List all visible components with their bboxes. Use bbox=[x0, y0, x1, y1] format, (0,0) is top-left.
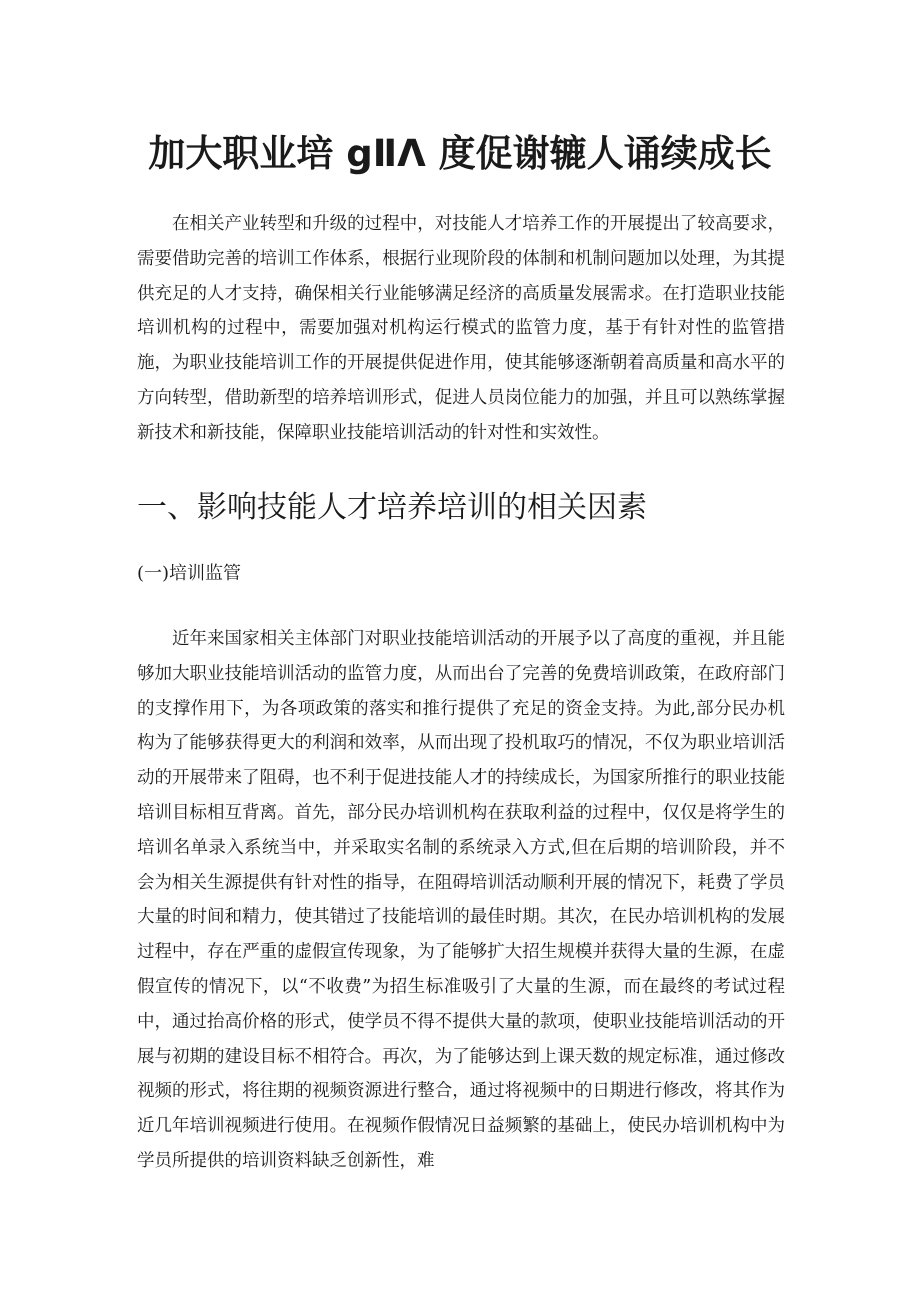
intro-paragraph: 在相关产业转型和升级的过程中，对技能人才培养工作的开展提出了较高要求，需要借助完善的培训工作体系，根据行业现阶段的体制和机制问题加以处理，为其提供充足的人才支持，确保相关行业能够满足经济的高质量发展需求。在打造职业技能培训机构的过程中，需要加强对机构运行模式的监管力度，基于有针对性的监管措施，为职业技能培训工作的开展提供促进作用，使其能够逐渐朝着高质量和高水平的方向转型，借助新型的培养培训形式，促进人员岗位能力的加强，并且可以熟练掌握新技术和新技能，保障职业技能培训活动的针对性和实效性。 bbox=[137, 214, 785, 443]
section-heading: 一、影响技能人才培养培训的相关因素 bbox=[137, 490, 647, 525]
document-title: 加大职业培 gⅡΛ 度促谢辘人诵续成长 bbox=[148, 132, 772, 175]
subsection-heading: (一)培训监管 bbox=[137, 563, 242, 584]
body-paragraph: 近年来国家相关主体部门对职业技能培训活动的开展予以了高度的重视，并且能够加大职业技能培训活动的监管力度，从而出台了完善的免费培训政策，在政府部门的支撑作用下，为各项政策的落实和推行提供了充足的资金支持。为此,部分民办机构为了能够获得更大的利润和效率，从而出现了投机取巧的情况，不仅为职业培训活动的开展带来了阻碍，也不利于促进技能人才的持续成长，为国家所推行的职业技能培训目标相互背离。首先，部分民办培训机构在获取利益的过程中，仅仅是将学生的培训名单录入系统当中，并采取实名制的系统录入方式,但在后期的培训阶段，并不会为相关生源提供有针对性的指导，在阻碍培训活动顺利开展的情况下，耗费了学员大量的时间和精力，使其错过了技能培训的最佳时期。其次，在民办培训机构的发展过程中，存在严重的虚假宣传现象，为了能够扩大招生规模并获得大量的生源，在虚假宣传的情况下，以“不收费”为招生标准吸引了大量的生源，而在最终的考试过程中，通过抬高价格的形式，使学员不得不提供大量的款项，使职业技能培训活动的开展与初期的建设目标不相符合。再次，为了能够达到上课天数的规定标准，通过修改视频的形式，将往期的视频资源进行整合，通过将视频中的日期进行修改，将其作为近几年培训视频进行使用。在视频作假情况日益频繁的基础上，使民办培训机构中为学员所提供的培训资料缺乏创新性，难 bbox=[137, 629, 785, 1171]
